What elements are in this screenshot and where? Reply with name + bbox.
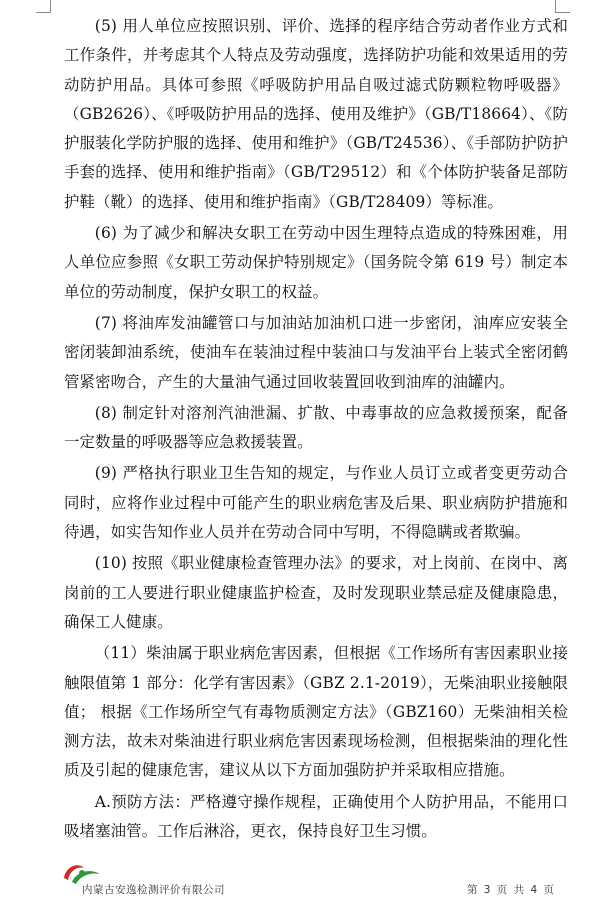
paragraph-8: (8) 制定针对溶剂汽油泄漏、扩散、中毒事故的应急救援预案，配备一定数量的呼吸器等应急救援装置。 [64,403,568,452]
document-body [64,12,568,846]
page-footer [60,872,562,902]
paragraph-6: (6) 为了减少和解决女职工在劳动中因生理特点造成的特殊困难，用人单位应参照《女职工劳动保护特别规定》（国务院令第 619 号）制定本单位的劳动制度，保护女职工的权益。 [64,224,568,301]
paragraph-11: （11）柴油属于职业病危害因素，但根据《工作场所有害因素职业接触限值第 1 部分：化学有害因素》（GBZ 2.1-2019），无柴油职业接触限值； 根据《工作场所空气有毒物质测定方法》（GBZ160）无柴油相关检测方法，故未对柴油进行职业病危害因素现场检测，但根据柴油的理化性质及引起的健康危害，建议从以下方面加强防护并采取相应措施。 [64,644,568,780]
paragraph-7: (7) 将油库发油罐管口与加油站加油机口进一步密闭，油库应安装全密闭装卸油系统，使油车在装油过程中装油口与发油平台上装式全密闭鹤管紧密吻合，产生的大量油气通过回收装置回收到油库的油罐内。 [64,313,568,391]
paragraph-9: (9) 严格执行职业卫生告知的规定，与作业人员订立或者变更劳动合同时，应将作业过程中可能产生的职业病危害及后果、职业病防护措施和待遇，如实告知作业人员并在劳动合同中写明，不得隐瞒或者欺骗。 [64,464,568,542]
margin-mark-left [36,0,51,13]
paragraph-prevention: A.预防方法：严格遵守操作规程，正确使用个人防护用品，不能用口吸堵塞油管。工作后淋浴，更衣，保持良好卫生习惯。 [64,792,568,841]
footer-company-name: 内蒙古安逸检测评价有限公司 [82,884,225,896]
paragraph-10: (10) 按照《职业健康检查管理办法》的要求，对上岗前、在岗中、离岗前的工人要进行职业健康监护检查，及时发现职业禁忌症及健康隐患，确保工人健康。 [64,554,568,631]
footer-page-number: 第 3 页 共 4 页 [466,884,554,896]
paragraph-5: (5) 用人单位应按照识别、评价、选择的程序结合劳动者作业方式和工作条件，并考虑其个人特点及劳动强度，选择防护功能和效果适用的劳动防护用品。具体可参照《呼吸防护用品自吸过滤式防颗粒物呼吸器》（GB2626）、《呼吸防护用品的选择、使用及维护》（GB/T18664）、《防护服装化学防护服的选择、使用和维护》（GB/T24536）、《手部防护防护手套的选择、使用和维护指南》（GB/T29512）和《个体防护装备足部防护鞋（靴）的选择、使用和维护指南》（GB/T28409）等标准。 [64,17,568,211]
